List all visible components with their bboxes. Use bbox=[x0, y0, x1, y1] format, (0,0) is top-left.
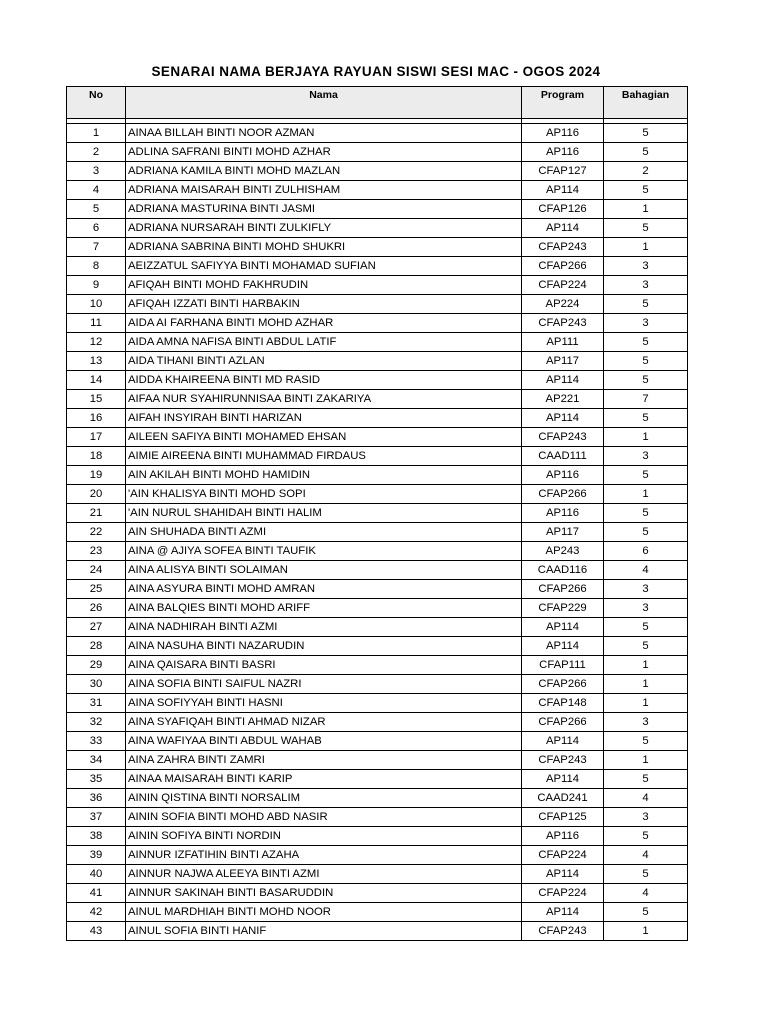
cell-bahagian: 1 bbox=[604, 485, 688, 504]
table-header-row bbox=[67, 87, 688, 119]
table-row bbox=[67, 390, 688, 409]
cell-bahagian: 5 bbox=[604, 865, 688, 884]
cell-program: CFAP266 bbox=[522, 257, 604, 276]
cell-no: 15 bbox=[67, 390, 126, 409]
table-row bbox=[67, 314, 688, 333]
cell-no: 1 bbox=[67, 124, 126, 143]
cell-nama: ADRIANA SABRINA BINTI MOHD SHUKRI bbox=[126, 238, 522, 257]
table-row bbox=[67, 333, 688, 352]
cell-program: AP114 bbox=[522, 181, 604, 200]
cell-bahagian: 4 bbox=[604, 789, 688, 808]
cell-nama: AINA QAISARA BINTI BASRI bbox=[126, 656, 522, 675]
cell-program: CAAD116 bbox=[522, 561, 604, 580]
table-row bbox=[67, 808, 688, 827]
cell-no: 24 bbox=[67, 561, 126, 580]
cell-bahagian: 6 bbox=[604, 542, 688, 561]
cell-program: CFAP224 bbox=[522, 276, 604, 295]
cell-no: 3 bbox=[67, 162, 126, 181]
cell-no: 25 bbox=[67, 580, 126, 599]
cell-no: 20 bbox=[67, 485, 126, 504]
cell-program: AP221 bbox=[522, 390, 604, 409]
cell-no: 31 bbox=[67, 694, 126, 713]
table-row bbox=[67, 637, 688, 656]
table-row bbox=[67, 618, 688, 637]
cell-program: AP114 bbox=[522, 219, 604, 238]
cell-bahagian: 3 bbox=[604, 314, 688, 333]
cell-nama: AIN AKILAH BINTI MOHD HAMIDIN bbox=[126, 466, 522, 485]
cell-no: 36 bbox=[67, 789, 126, 808]
cell-no: 9 bbox=[67, 276, 126, 295]
cell-bahagian: 4 bbox=[604, 561, 688, 580]
cell-nama: AIFAH INSYIRAH BINTI HARIZAN bbox=[126, 409, 522, 428]
table-row bbox=[67, 770, 688, 789]
table-row bbox=[67, 352, 688, 371]
cell-no: 38 bbox=[67, 827, 126, 846]
cell-program: AP117 bbox=[522, 352, 604, 371]
cell-program: AP224 bbox=[522, 295, 604, 314]
cell-no: 35 bbox=[67, 770, 126, 789]
cell-nama: AINNUR IZFATIHIN BINTI AZAHA bbox=[126, 846, 522, 865]
cell-bahagian: 5 bbox=[604, 903, 688, 922]
table-row bbox=[67, 656, 688, 675]
cell-nama: 'AIN NURUL SHAHIDAH BINTI HALIM bbox=[126, 504, 522, 523]
cell-nama: AEIZZATUL SAFIYYA BINTI MOHAMAD SUFIAN bbox=[126, 257, 522, 276]
cell-nama: AIDA TIHANI BINTI AZLAN bbox=[126, 352, 522, 371]
cell-program: AP116 bbox=[522, 124, 604, 143]
cell-nama: AIMIE AIREENA BINTI MUHAMMAD FIRDAUS bbox=[126, 447, 522, 466]
cell-nama: AINA @ AJIYA SOFEA BINTI TAUFIK bbox=[126, 542, 522, 561]
cell-no: 28 bbox=[67, 637, 126, 656]
column-header-nama: Nama bbox=[126, 87, 522, 119]
cell-bahagian: 5 bbox=[604, 295, 688, 314]
cell-bahagian: 5 bbox=[604, 466, 688, 485]
cell-nama: AINA NADHIRAH BINTI AZMI bbox=[126, 618, 522, 637]
cell-bahagian: 3 bbox=[604, 257, 688, 276]
cell-bahagian: 5 bbox=[604, 504, 688, 523]
cell-no: 34 bbox=[67, 751, 126, 770]
cell-program: AP114 bbox=[522, 618, 604, 637]
cell-bahagian: 5 bbox=[604, 827, 688, 846]
table-row bbox=[67, 371, 688, 390]
cell-no: 8 bbox=[67, 257, 126, 276]
cell-no: 4 bbox=[67, 181, 126, 200]
table-row bbox=[67, 238, 688, 257]
cell-nama: AINA SOFIA BINTI SAIFUL NAZRI bbox=[126, 675, 522, 694]
cell-bahagian: 5 bbox=[604, 409, 688, 428]
cell-program: CFAP266 bbox=[522, 675, 604, 694]
table-row bbox=[67, 466, 688, 485]
cell-nama: AININ SOFIYA BINTI NORDIN bbox=[126, 827, 522, 846]
table-row bbox=[67, 580, 688, 599]
table-row bbox=[67, 561, 688, 580]
cell-no: 2 bbox=[67, 143, 126, 162]
cell-nama: AINA BALQIES BINTI MOHD ARIFF bbox=[126, 599, 522, 618]
cell-nama: AINNUR NAJWA ALEEYA BINTI AZMI bbox=[126, 865, 522, 884]
cell-nama: ADRIANA NURSARAH BINTI ZULKIFLY bbox=[126, 219, 522, 238]
cell-bahagian: 1 bbox=[604, 675, 688, 694]
student-table bbox=[66, 86, 688, 941]
cell-nama: AINA ZAHRA BINTI ZAMRI bbox=[126, 751, 522, 770]
cell-nama: AIDDA KHAIREENA BINTI MD RASID bbox=[126, 371, 522, 390]
table-row bbox=[67, 181, 688, 200]
table-row bbox=[67, 599, 688, 618]
cell-nama: AINA NASUHA BINTI NAZARUDIN bbox=[126, 637, 522, 656]
cell-program: CFAP243 bbox=[522, 751, 604, 770]
cell-bahagian: 1 bbox=[604, 238, 688, 257]
cell-nama: AILEEN SAFIYA BINTI MOHAMED EHSAN bbox=[126, 428, 522, 447]
cell-no: 39 bbox=[67, 846, 126, 865]
cell-bahagian: 5 bbox=[604, 143, 688, 162]
cell-nama: AINA ASYURA BINTI MOHD AMRAN bbox=[126, 580, 522, 599]
cell-nama: AINNUR SAKINAH BINTI BASARUDDIN bbox=[126, 884, 522, 903]
table-row bbox=[67, 409, 688, 428]
cell-program: AP114 bbox=[522, 409, 604, 428]
cell-nama: AINA SOFIYYAH BINTI HASNI bbox=[126, 694, 522, 713]
cell-no: 40 bbox=[67, 865, 126, 884]
table-row bbox=[67, 865, 688, 884]
cell-nama: ADRIANA KAMILA BINTI MOHD MAZLAN bbox=[126, 162, 522, 181]
table-row bbox=[67, 200, 688, 219]
table-row bbox=[67, 523, 688, 542]
cell-bahagian: 5 bbox=[604, 637, 688, 656]
cell-no: 13 bbox=[67, 352, 126, 371]
cell-nama: AIFAA NUR SYAHIRUNNISAA BINTI ZAKARIYA bbox=[126, 390, 522, 409]
cell-nama: 'AIN KHALISYA BINTI MOHD SOPI bbox=[126, 485, 522, 504]
cell-bahagian: 1 bbox=[604, 428, 688, 447]
cell-bahagian: 5 bbox=[604, 219, 688, 238]
column-header-program: Program bbox=[522, 87, 604, 119]
cell-nama: ADLINA SAFRANI BINTI MOHD AZHAR bbox=[126, 143, 522, 162]
cell-no: 7 bbox=[67, 238, 126, 257]
cell-bahagian: 5 bbox=[604, 352, 688, 371]
table-row bbox=[67, 143, 688, 162]
cell-program: AP116 bbox=[522, 143, 604, 162]
table-row bbox=[67, 903, 688, 922]
cell-program: CFAP266 bbox=[522, 713, 604, 732]
cell-bahagian: 5 bbox=[604, 732, 688, 751]
cell-bahagian: 1 bbox=[604, 751, 688, 770]
cell-nama: AIDA AI FARHANA BINTI MOHD AZHAR bbox=[126, 314, 522, 333]
cell-no: 17 bbox=[67, 428, 126, 447]
cell-program: CFAP126 bbox=[522, 200, 604, 219]
cell-program: AP114 bbox=[522, 732, 604, 751]
column-header-no: No bbox=[67, 87, 126, 119]
cell-no: 10 bbox=[67, 295, 126, 314]
cell-nama: AFIQAH BINTI MOHD FAKHRUDIN bbox=[126, 276, 522, 295]
cell-bahagian: 1 bbox=[604, 656, 688, 675]
cell-program: AP243 bbox=[522, 542, 604, 561]
cell-nama: AINA WAFIYAA BINTI ABDUL WAHAB bbox=[126, 732, 522, 751]
cell-bahagian: 2 bbox=[604, 162, 688, 181]
cell-program: AP114 bbox=[522, 770, 604, 789]
cell-bahagian: 1 bbox=[604, 922, 688, 941]
cell-nama: AIDA AMNA NAFISA BINTI ABDUL LATIF bbox=[126, 333, 522, 352]
table-row bbox=[67, 162, 688, 181]
cell-program: AP116 bbox=[522, 827, 604, 846]
cell-program: CFAP148 bbox=[522, 694, 604, 713]
cell-program: CFAP243 bbox=[522, 428, 604, 447]
cell-program: AP111 bbox=[522, 333, 604, 352]
cell-program: CAAD111 bbox=[522, 447, 604, 466]
cell-program: CFAP111 bbox=[522, 656, 604, 675]
cell-no: 43 bbox=[67, 922, 126, 941]
cell-no: 37 bbox=[67, 808, 126, 827]
cell-no: 11 bbox=[67, 314, 126, 333]
cell-nama: AINAA MAISARAH BINTI KARIP bbox=[126, 770, 522, 789]
cell-bahagian: 5 bbox=[604, 618, 688, 637]
cell-program: CFAP243 bbox=[522, 238, 604, 257]
cell-no: 14 bbox=[67, 371, 126, 390]
cell-nama: AINA ALISYA BINTI SOLAIMAN bbox=[126, 561, 522, 580]
cell-bahagian: 3 bbox=[604, 808, 688, 827]
table-row bbox=[67, 485, 688, 504]
cell-program: AP114 bbox=[522, 637, 604, 656]
cell-nama: AININ SOFIA BINTI MOHD ABD NASIR bbox=[126, 808, 522, 827]
cell-nama: AINUL SOFIA BINTI HANIF bbox=[126, 922, 522, 941]
cell-program: AP114 bbox=[522, 371, 604, 390]
cell-bahagian: 5 bbox=[604, 181, 688, 200]
cell-bahagian: 5 bbox=[604, 371, 688, 390]
table-row bbox=[67, 219, 688, 238]
cell-no: 41 bbox=[67, 884, 126, 903]
cell-program: CFAP224 bbox=[522, 846, 604, 865]
table-row bbox=[67, 428, 688, 447]
cell-no: 19 bbox=[67, 466, 126, 485]
cell-bahagian: 1 bbox=[604, 694, 688, 713]
cell-nama: AFIQAH IZZATI BINTI HARBAKIN bbox=[126, 295, 522, 314]
cell-nama: AININ QISTINA BINTI NORSALIM bbox=[126, 789, 522, 808]
cell-no: 21 bbox=[67, 504, 126, 523]
column-header-bahagian: Bahagian bbox=[604, 87, 688, 119]
cell-program: CFAP266 bbox=[522, 580, 604, 599]
cell-program: CAAD241 bbox=[522, 789, 604, 808]
table-row bbox=[67, 827, 688, 846]
table-row bbox=[67, 675, 688, 694]
cell-no: 42 bbox=[67, 903, 126, 922]
cell-nama: AINA SYAFIQAH BINTI AHMAD NIZAR bbox=[126, 713, 522, 732]
cell-program: AP116 bbox=[522, 466, 604, 485]
cell-bahagian: 3 bbox=[604, 276, 688, 295]
cell-no: 23 bbox=[67, 542, 126, 561]
cell-bahagian: 3 bbox=[604, 447, 688, 466]
cell-no: 22 bbox=[67, 523, 126, 542]
cell-no: 29 bbox=[67, 656, 126, 675]
cell-program: AP114 bbox=[522, 865, 604, 884]
cell-program: CFAP224 bbox=[522, 884, 604, 903]
cell-bahagian: 3 bbox=[604, 713, 688, 732]
cell-program: CFAP243 bbox=[522, 314, 604, 333]
table-row bbox=[67, 922, 688, 941]
cell-bahagian: 7 bbox=[604, 390, 688, 409]
table-row bbox=[67, 447, 688, 466]
cell-program: CFAP266 bbox=[522, 485, 604, 504]
cell-no: 27 bbox=[67, 618, 126, 637]
cell-nama: ADRIANA MAISARAH BINTI ZULHISHAM bbox=[126, 181, 522, 200]
cell-no: 32 bbox=[67, 713, 126, 732]
cell-bahagian: 3 bbox=[604, 580, 688, 599]
cell-no: 33 bbox=[67, 732, 126, 751]
table-row bbox=[67, 542, 688, 561]
page-title: SENARAI NAMA BERJAYA RAYUAN SISWI SESI MAC - OGOS 2024 bbox=[151, 64, 601, 79]
cell-no: 16 bbox=[67, 409, 126, 428]
cell-program: AP117 bbox=[522, 523, 604, 542]
table-body bbox=[67, 119, 688, 941]
cell-program: AP114 bbox=[522, 903, 604, 922]
cell-nama: AINUL MARDHIAH BINTI MOHD NOOR bbox=[126, 903, 522, 922]
table-row bbox=[67, 713, 688, 732]
table-row bbox=[67, 295, 688, 314]
table-row bbox=[67, 751, 688, 770]
table-row bbox=[67, 884, 688, 903]
table-row bbox=[67, 694, 688, 713]
cell-bahagian: 5 bbox=[604, 333, 688, 352]
cell-no: 18 bbox=[67, 447, 126, 466]
cell-bahagian: 1 bbox=[604, 200, 688, 219]
cell-nama: AINAA BILLAH BINTI NOOR AZMAN bbox=[126, 124, 522, 143]
table-row bbox=[67, 789, 688, 808]
cell-bahagian: 5 bbox=[604, 523, 688, 542]
cell-program: AP116 bbox=[522, 504, 604, 523]
cell-bahagian: 5 bbox=[604, 770, 688, 789]
cell-nama: ADRIANA MASTURINA BINTI JASMI bbox=[126, 200, 522, 219]
cell-program: CFAP229 bbox=[522, 599, 604, 618]
cell-bahagian: 4 bbox=[604, 884, 688, 903]
cell-bahagian: 3 bbox=[604, 599, 688, 618]
cell-no: 5 bbox=[67, 200, 126, 219]
table-row bbox=[67, 732, 688, 751]
cell-no: 30 bbox=[67, 675, 126, 694]
table-row bbox=[67, 504, 688, 523]
cell-program: CFAP243 bbox=[522, 922, 604, 941]
cell-program: CFAP127 bbox=[522, 162, 604, 181]
table-row bbox=[67, 276, 688, 295]
cell-no: 26 bbox=[67, 599, 126, 618]
cell-bahagian: 4 bbox=[604, 846, 688, 865]
table-row bbox=[67, 124, 688, 143]
cell-program: CFAP125 bbox=[522, 808, 604, 827]
cell-nama: AIN SHUHADA BINTI AZMI bbox=[126, 523, 522, 542]
cell-bahagian: 5 bbox=[604, 124, 688, 143]
cell-no: 12 bbox=[67, 333, 126, 352]
table-row bbox=[67, 846, 688, 865]
cell-no: 6 bbox=[67, 219, 126, 238]
table-row bbox=[67, 257, 688, 276]
